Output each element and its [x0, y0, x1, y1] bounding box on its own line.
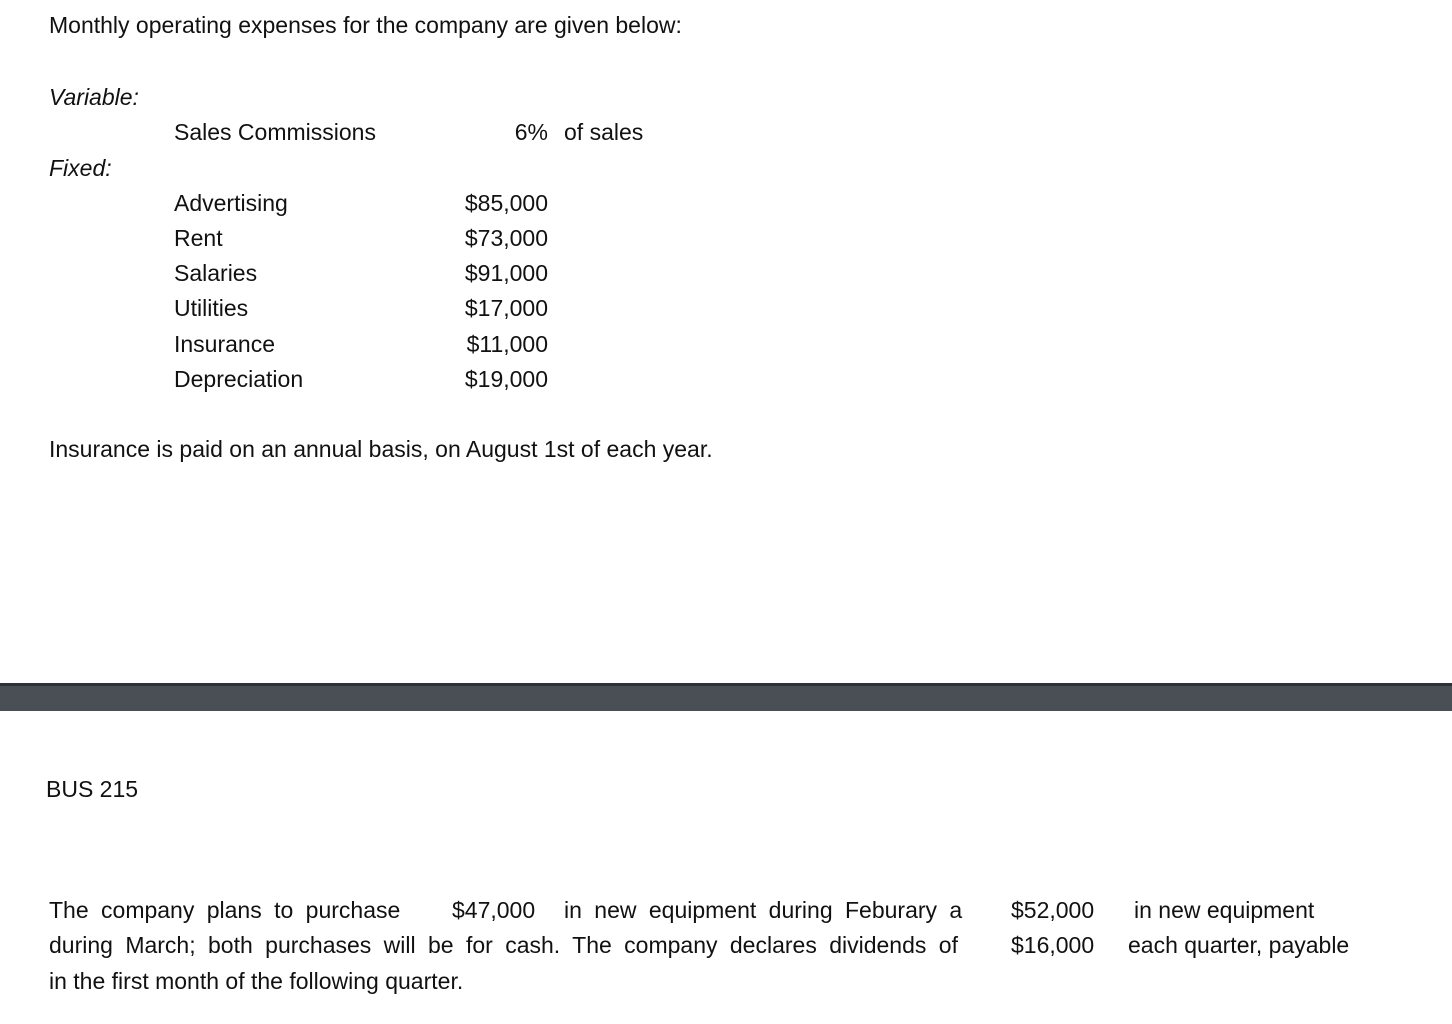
expense-label-salaries: Salaries — [174, 260, 258, 286]
expense-value-depreciation: $19,000 — [464, 366, 548, 392]
insurance-note: Insurance is paid on an annual basis, on August 1st of each year. — [49, 436, 713, 462]
expense-value-rent: $73,000 — [464, 225, 548, 251]
footer-label: BUS 215 — [46, 776, 139, 802]
equipment-amount-mar: $52,000 — [1011, 897, 1095, 923]
sales-commissions-value: 6% — [514, 119, 548, 145]
paragraph-line2-a: during March; both purchases will be for cash. The company declares dividends of — [49, 932, 958, 958]
expense-value-insurance: $11,000 — [466, 331, 548, 357]
expense-label-insurance: Insurance — [174, 331, 276, 357]
variable-label: Variable: — [49, 84, 139, 110]
page-break-divider — [0, 683, 1452, 711]
paragraph-line1-c: in new equipment during Feburary a — [564, 897, 963, 923]
sales-commissions-label: Sales Commissions — [174, 119, 376, 145]
expense-value-utilities: $17,000 — [464, 295, 548, 321]
paragraph-line3: in the first month of the following quarter. — [49, 968, 464, 994]
expense-value-salaries: $91,000 — [464, 260, 548, 286]
expense-label-depreciation: Depreciation — [174, 366, 304, 392]
expense-label-advertising: Advertising — [174, 190, 288, 216]
fixed-label: Fixed: — [49, 155, 112, 181]
expense-label-utilities: Utilities — [174, 295, 249, 321]
page-heading: Monthly operating expenses for the company are given below: — [49, 12, 682, 38]
dividends-amount: $16,000 — [1011, 932, 1095, 958]
expense-value-advertising: $85,000 — [464, 190, 548, 216]
expense-label-rent: Rent — [174, 225, 223, 251]
paragraph-line1-e: in new equipment — [1134, 897, 1315, 923]
sales-commissions-unit: of sales — [564, 119, 644, 145]
paragraph-line2-c: each quarter, payable — [1128, 932, 1350, 958]
paragraph-line1-a: The company plans to purchase — [49, 897, 401, 923]
equipment-amount-feb: $47,000 — [452, 897, 536, 923]
